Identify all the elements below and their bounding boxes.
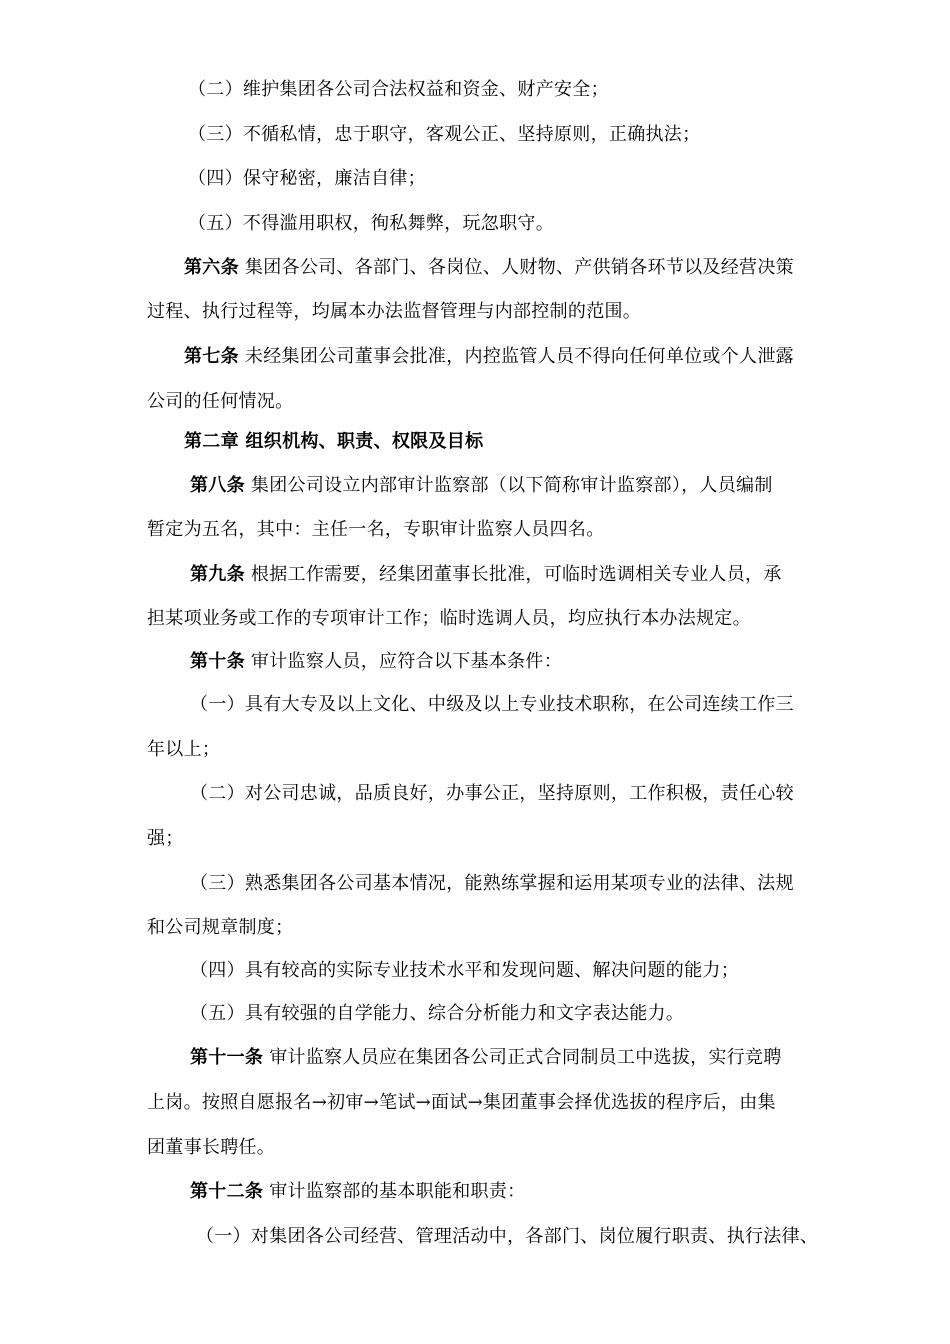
paragraph-continuation: 公司的任何情况。 bbox=[147, 391, 294, 412]
paragraph-continuation: 过程、执行过程等，均属本办法监督管理与内部控制的范围。 bbox=[147, 301, 642, 322]
paragraph-continuation: 年以上； bbox=[147, 739, 221, 760]
article-paragraph: 第八条 集团公司设立内部审计监察部（以下简称审计监察部），人员编制 bbox=[190, 475, 773, 496]
chapter-heading: 第二章 组织机构、职责、权限及目标 bbox=[184, 431, 484, 452]
clause-item: （二）维护集团各公司合法权益和资金、财产安全； bbox=[188, 79, 609, 100]
article-paragraph: 第七条 未经集团公司董事会批准，内控监管人员不得向任何单位或个人泄露 bbox=[184, 346, 794, 367]
article-paragraph: 第十条 审计监察人员，应符合以下基本条件： bbox=[190, 651, 563, 672]
article-label: 第十一条 bbox=[190, 1047, 264, 1068]
paragraph-continuation: 和公司规章制度； bbox=[147, 917, 294, 938]
paragraph-continuation: 强； bbox=[147, 828, 184, 849]
article-label: 第十条 bbox=[190, 651, 245, 672]
article-label: 第六条 bbox=[184, 257, 239, 278]
article-paragraph: 第九条 根据工作需要，经集团董事长批准，可临时选调相关专业人员，承 bbox=[190, 564, 782, 585]
article-label: 第八条 bbox=[190, 475, 245, 496]
clause-item: （一）对集团各公司经营、管理活动中，各部门、岗位履行职责、执行法律、 bbox=[196, 1226, 819, 1247]
clause-item: （三）熟悉集团各公司基本情况，能熟练掌握和运用某项专业的法律、法规 bbox=[190, 873, 794, 894]
article-paragraph: 第十一条 审计监察人员应在集团各公司正式合同制员工中选拔，实行竞聘 bbox=[190, 1047, 782, 1068]
clause-item: （四）具有较高的实际专业技术水平和发现问题、解决问题的能力； bbox=[190, 960, 739, 981]
article-label: 第七条 bbox=[184, 346, 239, 367]
paragraph-continuation: 担某项业务或工作的专项审计工作；临时选调人员，均应执行本办法规定。 bbox=[147, 608, 751, 629]
clause-item: （四）保守秘密，廉洁自律； bbox=[188, 168, 426, 189]
paragraph-continuation: 暂定为五名，其中：主任一名，专职审计监察人员四名。 bbox=[147, 519, 605, 540]
clause-item: （一）具有大专及以上文化、中级及以上专业技术职称，在公司连续工作三 bbox=[190, 694, 794, 715]
clause-item: （二）对公司忠诚，品质良好，办事公正，坚持原则，工作积极，责任心较 bbox=[190, 783, 794, 804]
article-paragraph: 第六条 集团各公司、各部门、各岗位、人财物、产供销各环节以及经营决策 bbox=[184, 257, 794, 278]
paragraph-continuation: 上岗。按照自愿报名→初审→笔试→面试→集团董事会择优选拔的程序后，由集 bbox=[147, 1092, 776, 1113]
article-paragraph: 第十二条 审计监察部的基本职能和职责： bbox=[190, 1181, 526, 1202]
clause-item: （五）不得滥用职权，徇私舞弊，玩忽职守。 bbox=[188, 213, 554, 234]
clause-item: （三）不循私情，忠于职守，客观公正、坚持原则，正确执法； bbox=[188, 124, 701, 145]
article-label: 第九条 bbox=[190, 564, 245, 585]
article-label: 第十二条 bbox=[190, 1181, 264, 1202]
clause-item: （五）具有较强的自学能力、综合分析能力和文字表达能力。 bbox=[190, 1003, 685, 1024]
paragraph-continuation: 团董事长聘任。 bbox=[147, 1137, 276, 1158]
